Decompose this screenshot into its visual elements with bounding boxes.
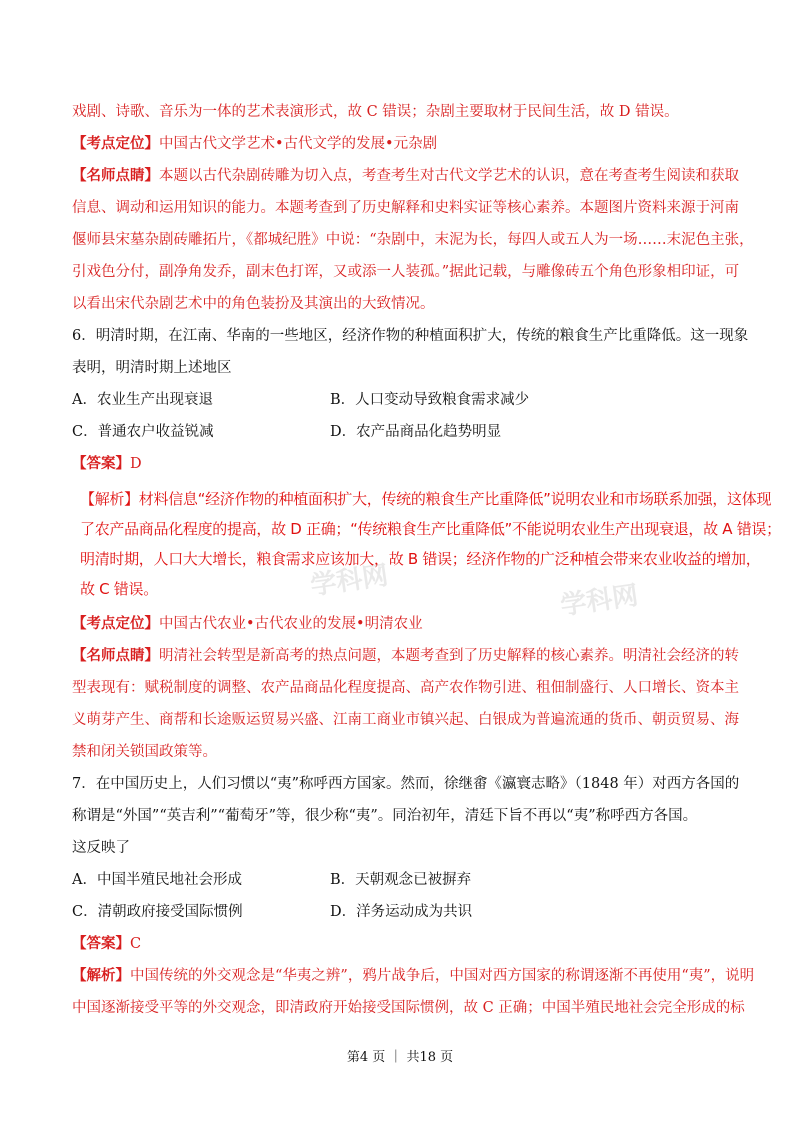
q7-analysis [72, 966, 755, 986]
q6-analysis-line: 明清时期，人口大大增长，粮食需求应该加大，故 B 错误；经济作物的广泛种植会带来农业收益的增加， [80, 550, 761, 568]
q6-analysis-line: 【解析】材料信息“经济作物的种植面积扩大，传统的粮食生产比重降低”说明农业和市场联系加强，这体现 [80, 490, 772, 508]
kaodian-text: 中国古代农业•古代农业的发展•明清农业 [159, 616, 423, 632]
q6-answer [72, 454, 732, 474]
q7-stem: 这反映了 [72, 840, 130, 856]
q5-mingshi-line: 以看出宋代杂剧艺术中的角色装扮及其演出的大致情况。 [72, 296, 435, 312]
q7-answer [72, 934, 732, 954]
q6-kaodian [72, 614, 732, 634]
q5-mingshi-line: 引戏色分付，副净角发乔，副末色打诨，又或添一人装孤。”据此记载，与雕像砖五个角色形象相印证，可 [72, 264, 740, 280]
page-number-footer: 第4 页 ｜ 共18 页 [346, 1050, 454, 1065]
mingshi-text: 明清社会转型是新高考的热点问题，本题考查到了历史解释的核心素养。明清社会经济的转 [159, 648, 739, 664]
q7-stem: 称谓是“外国”“英吉利”“葡萄牙”等，很少称“夷”。同治初年，清廷下旨不再以“夷”称呼西方各国。 [72, 808, 698, 824]
watermark: 学科网 [558, 580, 641, 622]
kaodian-tag: 【考点定位】 [72, 135, 159, 152]
answer-value: C [130, 936, 142, 952]
q7-option-a: A．中国半殖民地社会形成 [72, 872, 242, 888]
jiexi-text: 中国传统的外交观念是“华夷之辨”，鸦片战争后，中国对西方国家的称谓逐渐不再使用“夷”，说明 [130, 968, 755, 984]
q7-option-b: B．天朝观念已被摒弃 [330, 872, 472, 888]
q6-option-d: D．农产品商品化趋势明显 [330, 424, 502, 440]
q7-option-c: C．清朝政府接受国际惯例 [72, 904, 243, 920]
q5-analysis-tail: 戏剧、诗歌、音乐为一体的艺术表演形式，故 C 错误；杂剧主要取材于民间生活，故 D 错误。 [72, 104, 679, 120]
answer-tag: 【答案】 [72, 455, 130, 472]
q7-option-d: D．洋务运动成为共识 [330, 904, 473, 920]
q6-mingshi-line: 禁和闭关锁国政策等。 [72, 744, 217, 760]
q6-mingshi-line: 型表现有：赋税制度的调整、农产品商品化程度提高、高产农作物引进、租佃制盛行、人口增长、资本主 [72, 680, 739, 696]
q7-stem: 7．在中国历史上，人们习惯以“夷”称呼西方国家。然而，徐继畬《瀛寰志略》（1848 年）对西方各国的 [72, 776, 740, 792]
kaodian-text: 中国古代文学艺术•古代文学的发展•元杂剧 [159, 136, 438, 152]
q6-stem: 表明，明清时期上述地区 [72, 360, 232, 376]
q6-option-a: A．农业生产出现衰退 [72, 392, 213, 408]
q5-mingshi-line: 偃师县宋墓杂剧砖雕拓片，《都城纪胜》中说：“杂剧中，末泥为长，每四人或五人为一场……末泥色主张， [72, 232, 754, 248]
q6-analysis-line: 故 C 错误。 [80, 580, 158, 598]
jiexi-tag: 【解析】 [72, 967, 130, 984]
mingshi-tag: 【名师点睛】 [72, 167, 159, 184]
q7-analysis-line: 中国逐渐接受平等的外交观念，即清政府开始接受国际惯例，故 C 正确；中国半殖民地社会完全形成的标 [72, 1000, 745, 1016]
q6-mingshi [72, 646, 739, 666]
q5-mingshi-line: 信息、调动和运用知识的能力。本题考查到了历史解释和史料实证等核心素养。本题图片资料来源于河南 [72, 200, 739, 216]
q5-kaodian [72, 134, 732, 154]
watermark: 学科网 [308, 560, 391, 602]
mingshi-tag: 【名师点睛】 [72, 647, 159, 664]
q6-option-c: C．普通农户收益锐减 [72, 424, 214, 440]
answer-tag: 【答案】 [72, 935, 130, 952]
kaodian-tag: 【考点定位】 [72, 615, 159, 632]
answer-value: D [130, 456, 142, 472]
q6-analysis-line: 了农产品商品化程度的提高，故 D 正确；“传统粮食生产比重降低”不能说明农业生产出现衰退，故 A 错误； [80, 520, 781, 538]
q6-mingshi-line: 义萌芽产生、商帮和长途贩运贸易兴盛、江南工商业市镇兴起、白银成为普遍流通的货币、朝贡贸易、海 [72, 712, 739, 728]
mingshi-text: 本题以古代杂剧砖雕为切入点，考查考生对古代文学艺术的认识，意在考查考生阅读和获取 [159, 168, 739, 184]
q5-mingshi [72, 166, 739, 186]
q6-stem: 6．明清时期，在江南、华南的一些地区，经济作物的种植面积扩大，传统的粮食生产比重降低。这一现象 [72, 328, 749, 344]
q6-option-b: B．人口变动导致粮食需求减少 [330, 392, 530, 408]
